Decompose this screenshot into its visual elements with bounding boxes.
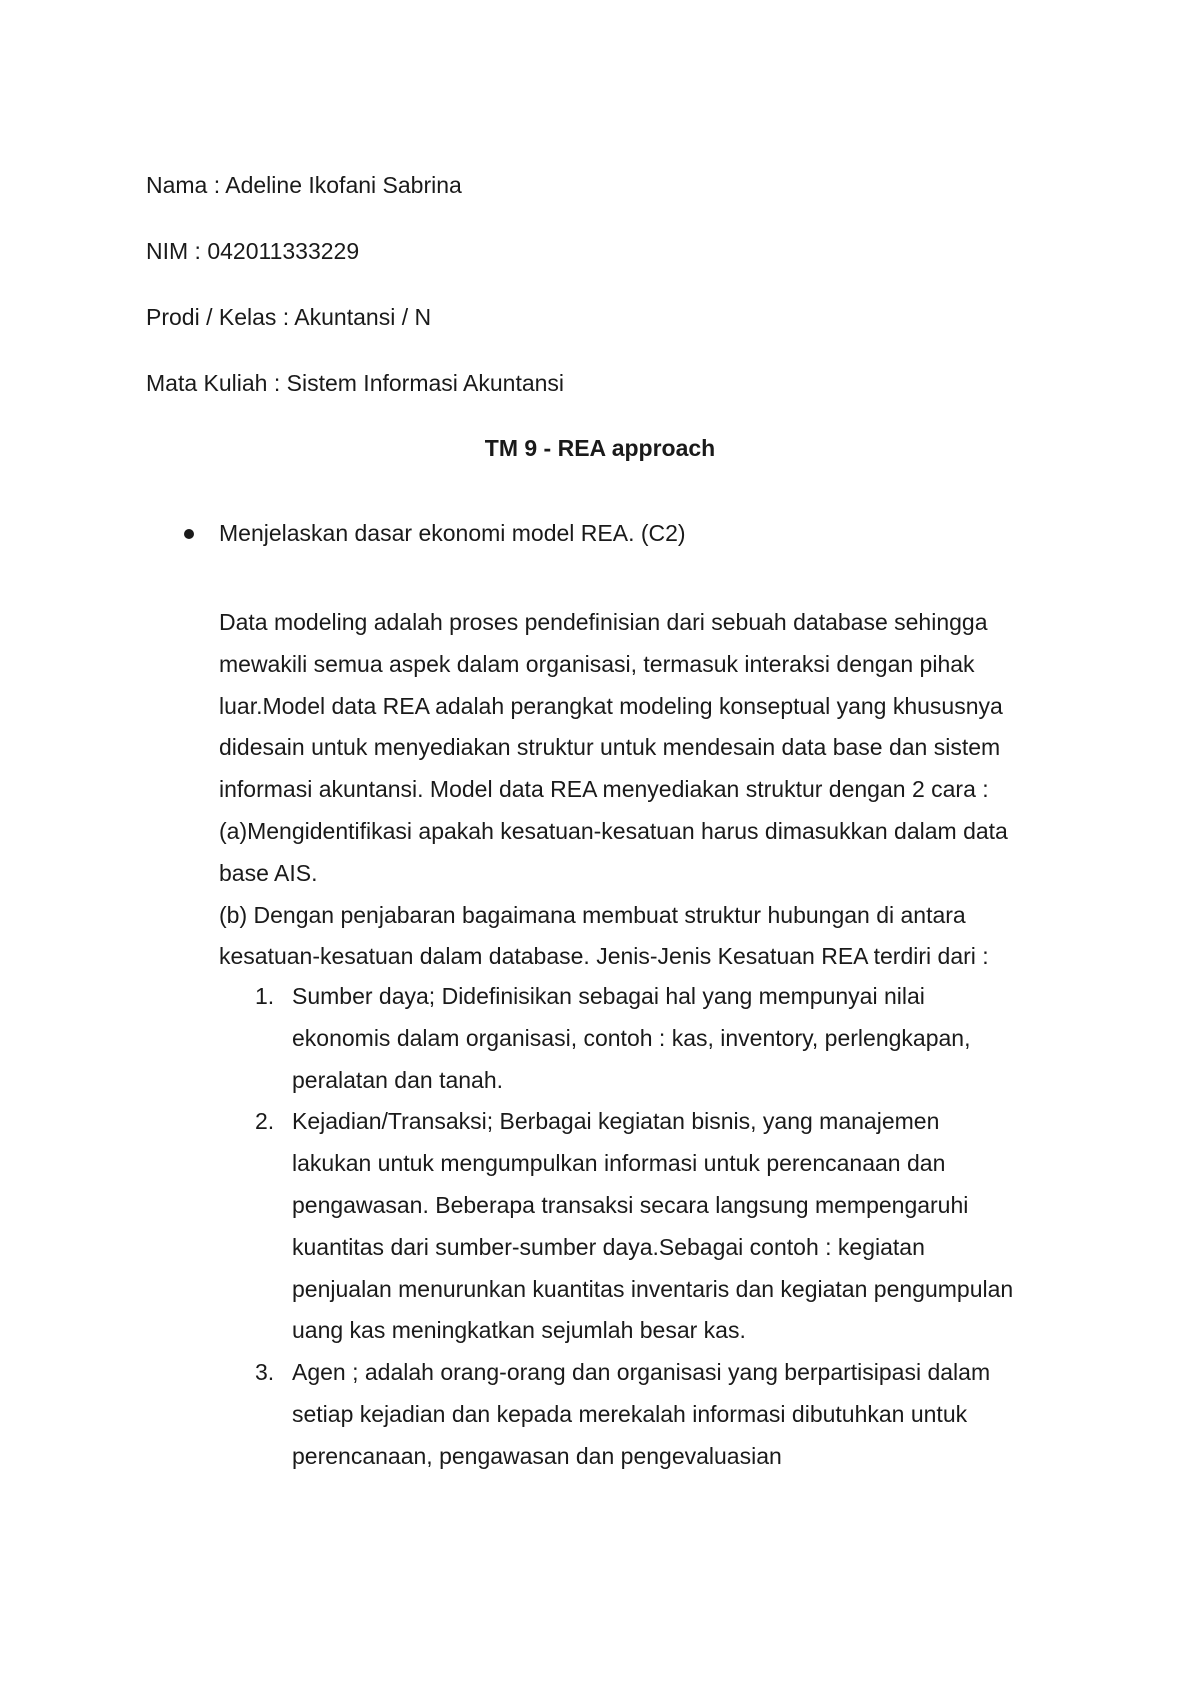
list-item-line: ekonomis dalam organisasi, contoh : kas, inventory, perlengkapan, (292, 1024, 971, 1051)
paragraph-line: didesain untuk menyediakan struktur untuk mendesain data base dan sistem (219, 734, 1001, 761)
list-item-line: uang kas meningkatkan sejumlah besar kas. (292, 1317, 746, 1344)
list-item-line: penjualan menurunkan kuantitas inventaris dan kegiatan pengumpulan (292, 1275, 1014, 1302)
paragraph-line: kesatuan-kesatuan dalam database. Jenis-Jenis Kesatuan REA terdiri dari : (219, 943, 989, 970)
list-item-line: Kejadian/Transaksi; Berbagai kegiatan bisnis, yang manajemen (292, 1108, 940, 1135)
course-name: Mata Kuliah : Sistem Informasi Akuntansi (146, 370, 565, 396)
list-item-line: pengawasan. Beberapa transaksi secara langsung mempengaruhi (292, 1191, 969, 1218)
paragraph-line: base AIS. (219, 859, 318, 886)
list-item (219, 1101, 1099, 1352)
bullet-text: Menjelaskan dasar ekonomi model REA. (C2) (219, 520, 686, 546)
paragraph-line: informasi akuntansi. Model data REA menyediakan struktur dengan 2 cara : (219, 776, 989, 803)
paragraph-line: mewakili semua aspek dalam organisasi, termasuk interaksi dengan pihak (219, 650, 975, 677)
document-title: TM 9 - REA approach (484, 435, 716, 461)
student-name: Nama : Adeline Ikofani Sabrina (146, 172, 462, 198)
bullet-dot-icon (184, 529, 194, 539)
study-program-class: Prodi / Kelas : Akuntansi / N (146, 304, 432, 330)
student-nim: NIM : 042011333229 (146, 238, 360, 264)
list-item-line: peralatan dan tanah. (292, 1066, 504, 1093)
list-item (219, 1352, 1099, 1477)
paragraph-line: luar.Model data REA adalah perangkat modeling konseptual yang khususnya (219, 692, 1003, 719)
list-number: 2. (255, 1108, 275, 1135)
rea-entity-list (219, 976, 1099, 1478)
paragraph-line: (a)Mengidentifikasi apakah kesatuan-kesatuan harus dimasukkan dalam data (219, 817, 1008, 844)
body-paragraph (219, 602, 1099, 978)
list-number: 1. (255, 983, 275, 1009)
list-item-line: setiap kejadian dan kepada merekalah informasi dibutuhkan untuk (292, 1400, 968, 1427)
list-item-line: perencanaan, pengawasan dan pengevaluasian (292, 1442, 782, 1469)
list-item-line: kuantitas dari sumber-sumber daya.Sebagai contoh : kegiatan (292, 1233, 925, 1260)
list-item-line: lakukan untuk mengumpulkan informasi untuk perencanaan dan (292, 1150, 946, 1177)
list-number: 3. (255, 1359, 275, 1386)
list-item-line: Agen ; adalah orang-orang dan organisasi yang berpartisipasi dalam (292, 1359, 991, 1386)
list-item-line: Sumber daya; Didefinisikan sebagai hal yang mempunyai nilai (292, 983, 925, 1009)
paragraph-line: (b) Dengan penjabaran bagaimana membuat struktur hubungan di antara (219, 901, 966, 928)
list-item (219, 976, 1099, 1101)
paragraph-line: Data modeling adalah proses pendefinisian dari sebuah database sehingga (219, 609, 988, 635)
